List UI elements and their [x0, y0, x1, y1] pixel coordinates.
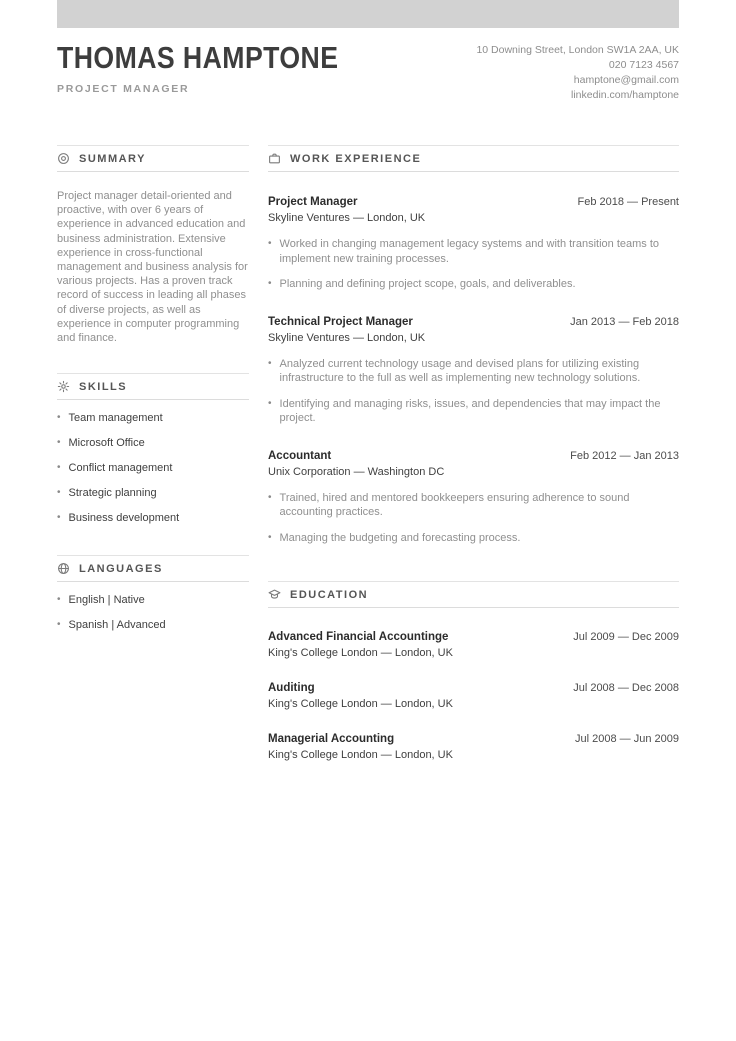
- work-bullet: [268, 357, 679, 386]
- skills-header: [57, 373, 249, 400]
- language-label: English | Native: [68, 594, 145, 607]
- education-header: [268, 581, 679, 608]
- work-org: Unix Corporation — Washington DC: [268, 465, 445, 478]
- education-school: King's College London — London, UK: [268, 698, 453, 710]
- work-bullet-text: Analyzed current technology usage and devised plans for utilizing existing infrastructure to the full as well as implementing new technology solutions.: [279, 357, 641, 384]
- bullet-dot-icon: •: [268, 397, 272, 409]
- skill-item: [57, 411, 249, 425]
- work-bullet: [268, 237, 679, 266]
- work-dates: Feb 2012 — Jan 2013: [570, 449, 679, 462]
- bullet-dot-icon: •: [268, 531, 272, 543]
- skill-item: [57, 461, 249, 475]
- skill-label: Microsoft Office: [68, 437, 145, 450]
- education-dates: Jul 2008 — Jun 2009: [575, 733, 679, 745]
- work-entry-head: [268, 196, 679, 208]
- bullet-dot-icon: •: [57, 462, 61, 474]
- contact-phone: 020 7123 4567: [608, 59, 679, 71]
- education-dates: Jul 2008 — Dec 2008: [573, 682, 679, 694]
- language-item: [57, 593, 249, 607]
- work-dates: Feb 2018 — Present: [577, 196, 679, 208]
- education-degree: Advanced Financial Accountinge: [268, 631, 449, 643]
- work-bullet: [268, 491, 679, 520]
- work-bullet: [268, 531, 679, 546]
- work-dates: Jan 2013 — Feb 2018: [570, 315, 679, 328]
- gear-icon: [57, 380, 70, 393]
- bullet-dot-icon: •: [268, 357, 272, 369]
- top-banner: [57, 0, 679, 28]
- work-bullets: [268, 237, 679, 292]
- section-work-experience: [268, 145, 679, 545]
- languages-title: LANGUAGES: [79, 562, 163, 575]
- education-title: EDUCATION: [290, 588, 369, 601]
- work-experience-title: WORK EXPERIENCE: [290, 152, 422, 165]
- summary-header: [57, 145, 249, 172]
- left-column: [57, 145, 249, 632]
- work-bullet-text: Worked in changing management legacy systems and with transition teams to implement new training processes.: [279, 238, 660, 265]
- work-bullet: [268, 277, 679, 292]
- skills-list: [57, 411, 249, 525]
- work-bullet-text: Planning and defining project scope, goals, and deliverables.: [279, 278, 576, 290]
- bullet-dot-icon: •: [57, 437, 61, 449]
- education-school: King's College London — London, UK: [268, 647, 453, 659]
- skill-label: Strategic planning: [68, 487, 157, 500]
- identity-block: [57, 41, 384, 95]
- work-role: Project Manager: [268, 196, 358, 208]
- skill-item: [57, 486, 249, 500]
- language-item: [57, 618, 249, 632]
- summary-title: SUMMARY: [79, 152, 146, 165]
- work-entry: [268, 450, 679, 546]
- work-role: Technical Project Manager: [268, 315, 413, 328]
- bullet-dot-icon: •: [268, 278, 272, 289]
- work-org: Skyline Ventures — London, UK: [268, 212, 426, 224]
- education-entry: [268, 631, 679, 659]
- work-role: Accountant: [268, 449, 332, 462]
- skill-label: Business development: [68, 512, 180, 525]
- language-label: Spanish | Advanced: [68, 619, 166, 632]
- work-entry: [268, 316, 679, 426]
- education-school: King's College London — London, UK: [268, 749, 453, 761]
- bullet-dot-icon: •: [57, 594, 61, 606]
- education-degree: Auditing: [268, 682, 315, 694]
- education-entry-head: [268, 733, 679, 745]
- bullet-dot-icon: •: [57, 512, 61, 524]
- contact-block: [476, 43, 679, 103]
- education-dates: Jul 2009 — Dec 2009: [573, 631, 679, 643]
- skill-label: Conflict management: [68, 462, 173, 475]
- content-columns: [57, 145, 679, 761]
- contact-address: 10 Downing Street, London SW1A 2AA, UK: [476, 44, 679, 56]
- education-degree: Managerial Accounting: [268, 733, 395, 745]
- section-languages: [57, 555, 249, 632]
- person-name: THOMAS HAMPTONE: [57, 40, 339, 75]
- work-bullet-text: Trained, hired and mentored bookkeepers ensuring adherence to sound accounting practices.: [279, 491, 630, 518]
- education-entry: [268, 733, 679, 761]
- bullet-dot-icon: •: [57, 619, 61, 631]
- work-bullet: [268, 397, 679, 426]
- work-entry-head: [268, 450, 679, 462]
- right-column: [268, 145, 679, 761]
- work-bullet-text: Identifying and managing risks, issues, and dependencies that may impact the project.: [279, 397, 661, 424]
- briefcase-icon: [268, 152, 281, 165]
- education-entry-head: [268, 631, 679, 643]
- languages-header: [57, 555, 249, 582]
- section-summary: [57, 145, 249, 345]
- skill-label: Team management: [68, 412, 163, 425]
- target-circle-icon: [57, 152, 70, 165]
- education-entry: [268, 682, 679, 710]
- languages-list: [57, 593, 249, 632]
- person-job-title: PROJECT MANAGER: [57, 83, 190, 95]
- summary-text: Project manager detail-oriented and proactive, with over 6 years of experience in advanced education and business administration. Extensive experience in cross-functional management and business analysis for various projects. Has a proven track record of success in leading all phases of diverse projects, as well as experience in computer programming and finance.: [57, 190, 248, 345]
- graduation-cap-icon: [268, 588, 281, 601]
- work-entry-head: [268, 316, 679, 328]
- work-org: Skyline Ventures — London, UK: [268, 331, 426, 344]
- contact-email: hamptone@gmail.com: [573, 74, 679, 86]
- work-bullet-text: Managing the budgeting and forecasting process.: [279, 531, 521, 544]
- globe-icon: [57, 562, 70, 575]
- work-experience-header: [268, 145, 679, 172]
- section-education: [268, 581, 679, 761]
- bullet-dot-icon: •: [268, 491, 272, 503]
- bullet-dot-icon: •: [57, 487, 61, 499]
- work-bullets: [268, 357, 679, 426]
- resume-header: [57, 41, 679, 103]
- skills-title: SKILLS: [79, 380, 128, 393]
- bullet-dot-icon: •: [57, 412, 61, 424]
- skill-item: [57, 511, 249, 525]
- section-skills: [57, 373, 249, 525]
- contact-linkedin: linkedin.com/hamptone: [571, 89, 679, 101]
- education-entry-head: [268, 682, 679, 694]
- skill-item: [57, 436, 249, 450]
- work-bullets: [268, 491, 679, 546]
- bullet-dot-icon: •: [268, 238, 272, 249]
- work-entry: [268, 196, 679, 292]
